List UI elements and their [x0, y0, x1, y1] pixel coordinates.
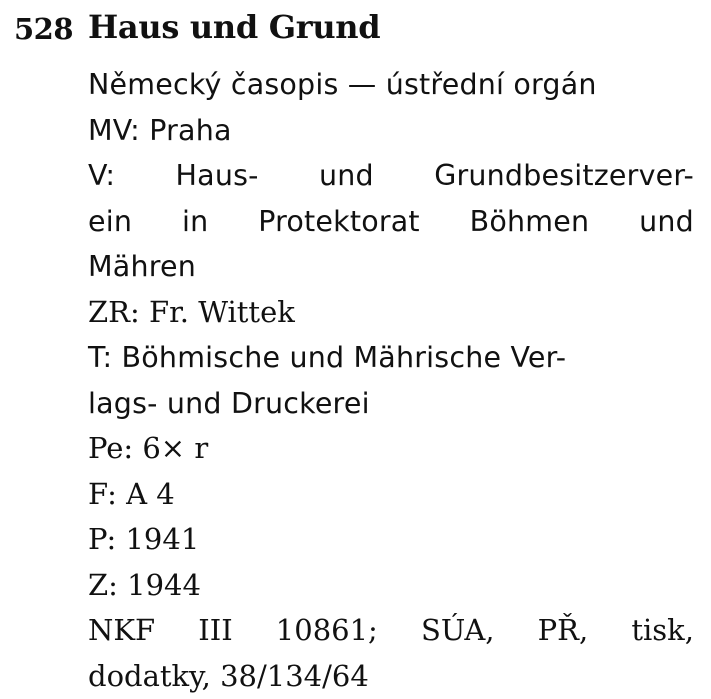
nkf-line-1 [88, 608, 694, 654]
nkf-line-1-word: NKF [88, 608, 155, 654]
entry-number: 528 [14, 12, 73, 46]
v-line-2-word: Böhmen [470, 199, 590, 245]
t-line-2: lags- und Druckerei [88, 381, 694, 427]
v-line-1-word: und [319, 153, 374, 199]
entry-title: Haus und Grund [88, 8, 380, 46]
entry-body [88, 62, 694, 699]
t-line-1: T: Böhmische und Mährische Ver- [88, 335, 694, 381]
v-line-1-word: Grundbesitzerver- [434, 153, 694, 199]
v-line-1 [88, 153, 694, 199]
f-line: F: A 4 [88, 472, 694, 518]
z-line: Z: 1944 [88, 563, 694, 609]
v-line-2-word: und [639, 199, 694, 245]
nkf-line-1-word: SÚA, [421, 608, 495, 654]
nkf-line-1-word: III [198, 608, 232, 654]
nkf-line-1-word: PŘ, [538, 608, 589, 654]
v-line-1-word: Haus- [176, 153, 259, 199]
v-line-3: Mähren [88, 244, 694, 290]
v-line-2-word: ein [88, 199, 132, 245]
pe-line: Pe: 6× r [88, 426, 694, 472]
description-line: Německý časopis — ústřední orgán [88, 62, 694, 108]
v-line-2-word: in [182, 199, 208, 245]
mv-line: MV: Praha [88, 108, 694, 154]
v-line-2 [88, 199, 694, 245]
p-line: P: 1941 [88, 517, 694, 563]
v-line-2-word: Protektorat [258, 199, 420, 245]
nkf-line-1-word: 10861; [276, 608, 378, 654]
nkf-line-2: dodatky, 38/134/64 [88, 654, 694, 699]
v-line-1-word: V: [88, 153, 115, 199]
zr-line: ZR: Fr. Wittek [88, 290, 694, 336]
nkf-line-1-word: tisk, [631, 608, 694, 654]
